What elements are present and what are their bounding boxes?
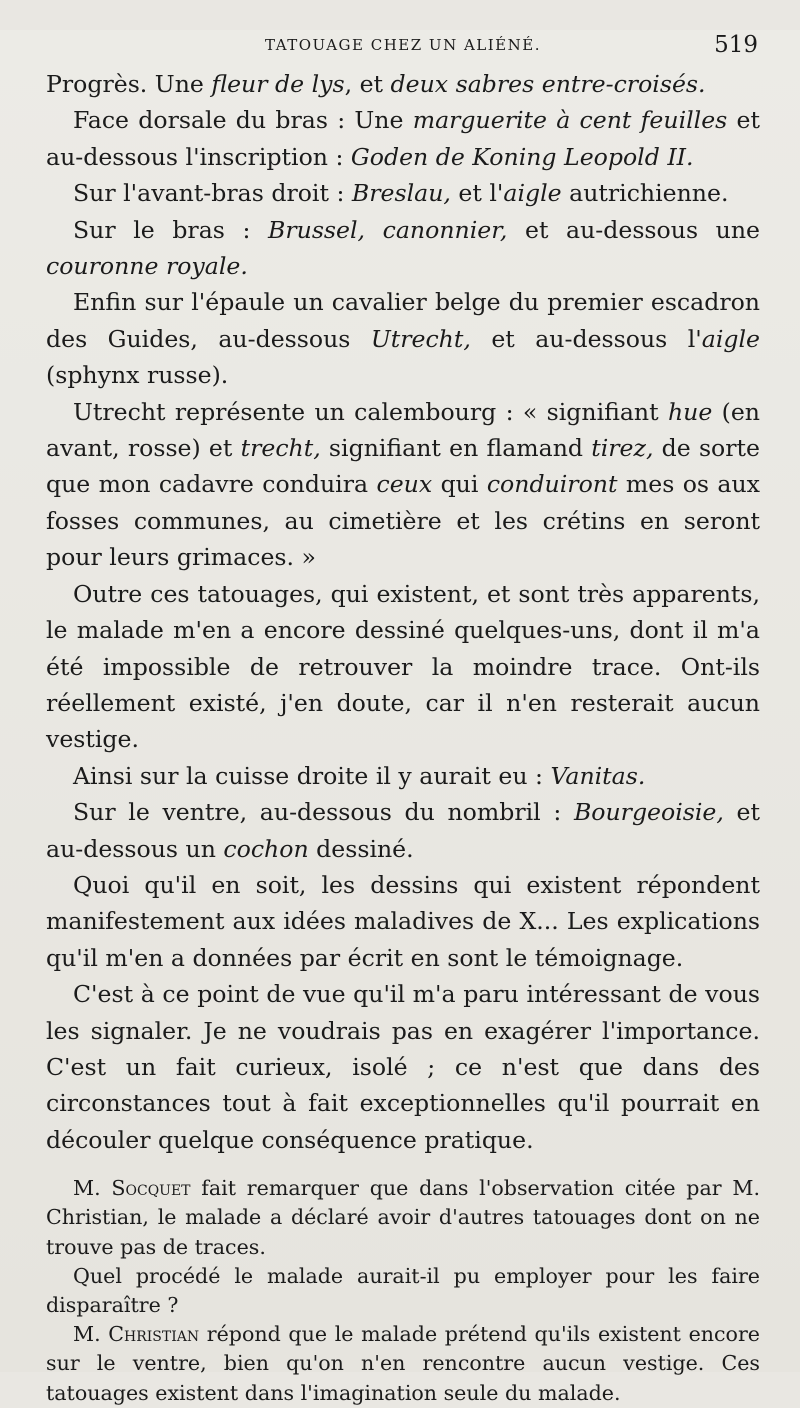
- paragraph-2: [46, 102, 760, 175]
- page-number: 519: [714, 32, 758, 58]
- text-run: et au-dessous l'inscription :: [46, 106, 760, 171]
- paragraph-1: [46, 66, 760, 102]
- text-run: mes os aux fosses communes, au cimetière et les crétins en seront pour leurs grimaces. »: [46, 470, 760, 572]
- text-run: Sur le bras :: [73, 215, 269, 244]
- paragraph-5: [46, 284, 760, 393]
- speaker-name: Socquet: [111, 1176, 191, 1201]
- text-run: dessiné.: [308, 834, 414, 863]
- italic-run: ceux: [376, 470, 433, 499]
- text-run: (en avant, rosse) et: [46, 397, 760, 463]
- paragraph-3: [46, 175, 760, 211]
- paragraph-10: Quoi qu'il en soit, les dessins qui existent répondent manifestement aux idées maladives de X... Les explications qu'il m'en a données par écrit en sont le témoignage.: [46, 870, 760, 972]
- italic-run: Bourgeoisie,: [573, 798, 724, 827]
- text-run: Enfin sur l'épaule un cavalier belge du premier escadron des Guides, au-dessous: [46, 288, 760, 353]
- discussion-paragraph-1: [46, 1174, 760, 1262]
- italic-run: Goden de Koning Leopold II.: [350, 142, 694, 171]
- text-run: M.: [73, 1322, 109, 1347]
- italic-run: Utrecht,: [370, 324, 471, 353]
- italic-run: hue: [667, 397, 713, 426]
- italic-run: fleur de lys: [211, 70, 345, 98]
- text-run: Sur le ventre, au-dessous du nombril :: [73, 798, 574, 827]
- text-run: et au-dessous un: [46, 798, 760, 863]
- italic-run: conduiront: [486, 470, 618, 499]
- text-run: et au-dessous l': [470, 324, 702, 353]
- paragraph-7: Outre ces tatouages, qui existent, et sont très apparents, le malade m'en a encore dessiné quelques-uns, dont il m'a été impossible de retrouver la moindre trace. Ont-ils réellement existé, j'en doute, car il n'en resterait aucun vestige.: [46, 579, 760, 754]
- text-run: Ainsi sur la cuisse droite il y aurait eu :: [73, 761, 551, 790]
- paragraph-8: [46, 758, 760, 794]
- italic-run: aigle: [701, 324, 760, 353]
- text-run: et l': [450, 179, 504, 208]
- discussion-paragraph-3: [46, 1320, 760, 1408]
- italic-run: marguerite à cent feuilles: [412, 106, 728, 135]
- paragraph-6: [46, 394, 760, 576]
- italic-run: Vanitas.: [550, 761, 646, 790]
- italic-run: aigle: [503, 179, 562, 208]
- paragraph-11: C'est à ce point de vue qu'il m'a paru intéressant de vous les signaler. Je ne voudrais pas en exagérer l'importance. C'est un fait curieux, isolé ; ce n'est que dans des circonstances tout à fait exceptionnelles qu'il pourrait en découler quelque conséquence pratique.: [46, 980, 760, 1154]
- text-run: et au-dessous une: [507, 215, 760, 244]
- text-run: M.: [73, 1176, 112, 1201]
- text-run: autrichienne.: [561, 179, 729, 208]
- italic-run: cochon: [223, 834, 309, 863]
- paragraph-4: [46, 212, 760, 285]
- italic-run: deux sabres entre-croisés.: [390, 70, 706, 98]
- text-run: Progrès. Une: [46, 70, 212, 98]
- running-title: TATOUAGE CHEZ UN ALIÉNÉ.: [265, 36, 541, 54]
- italic-run: trecht,: [240, 434, 321, 463]
- text-run: qui: [432, 470, 487, 499]
- text-run: répond que le malade prétend qu'ils existent encore sur le ventre, bien qu'on n'en rencontre aucun vestige. Ces tatouages existent dans l'imagination seule du malade.: [46, 1322, 760, 1405]
- page-header: [46, 30, 760, 66]
- main-text: [46, 66, 760, 1158]
- italic-run: Breslau,: [351, 179, 451, 208]
- italic-run: couronne royale.: [46, 252, 248, 281]
- book-page: [0, 30, 800, 1405]
- text-run: , et: [344, 70, 391, 98]
- text-run: signifiant en flamand: [320, 434, 592, 463]
- discussion-section: [46, 1174, 760, 1408]
- paragraph-9: [46, 794, 760, 867]
- text-run: (sphynx russe).: [46, 361, 229, 390]
- text-run: Utrecht représente un calembourg : « signifiant: [73, 397, 668, 426]
- italic-run: tirez,: [591, 434, 654, 463]
- text-run: de sorte que mon cadavre conduira: [46, 434, 760, 499]
- speaker-name: Christian: [108, 1322, 200, 1347]
- discussion-paragraph-2: Quel procédé le malade aurait-il pu employer pour les faire disparaître ?: [46, 1263, 760, 1317]
- text-run: fait remarquer que dans l'observation citée par M. Christian, le malade a déclaré avoir d'autres tatouages dont on ne trouve pas de traces.: [46, 1176, 760, 1259]
- italic-run: Brussel, canonnier,: [268, 215, 508, 244]
- text-run: Face dorsale du bras : Une: [73, 106, 413, 135]
- text-run: Sur l'avant-bras droit :: [73, 179, 352, 208]
